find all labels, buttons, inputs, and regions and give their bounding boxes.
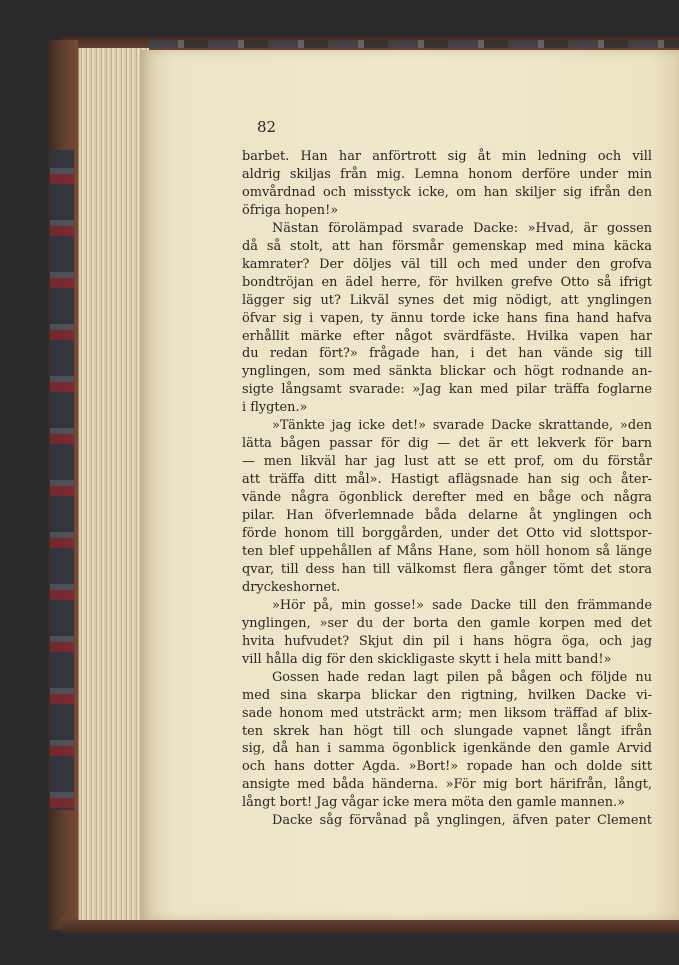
text-line: lägger sig ut? Likväl synes det mig nödigt, att ynglingen [242,292,652,308]
text-line: ynglingen, »ser du der borta den gamle korpen med det [242,615,652,631]
text-line: qvar, till dess han till välkomst flera gånger tömt det stora [242,561,652,577]
text-line: — men likväl har jag lust att se ett prof, om du förstår [242,454,652,470]
text-line: långt bort! Jag vågar icke mera möta den gamle mannen.» [242,795,625,811]
text-line: att träffa ditt mål». Hastigt aflägsnade han sig och åter- [242,472,652,488]
text-line: i flygten.» [242,400,308,416]
text-line: pilar. Han öfverlemnade båda delarne åt ynglingen och [242,508,652,524]
text-line: lätta bågen passar för dig — det är ett lekverk för barn [242,436,652,452]
text-line: vände några ögonblick derefter med en båge och några [242,490,652,506]
text-line: då så stolt, att han försmår gemenskap med mina käcka [242,238,652,254]
text-line: med sina skarpa blickar den rigtning, hvilken Dacke vi- [242,687,652,703]
text-line: kamrater? Der döljes väl till och med under den grofva [242,256,652,272]
text-line: du redan fört?» frågade han, i det han vände sig till [242,346,652,362]
text-line: »Tänkte jag icke det!» svarade Dacke skrattande, »den [272,418,652,434]
book-cover-marbled-pattern [50,150,74,810]
page-number: 82 [257,118,277,136]
text-line: erhållit märke efter något svärdfäste. Hvilka vapen har [242,328,652,344]
book-cover-bottom-edge [60,918,679,934]
text-line: ten skrek han högt till och slungade vapnet långt ifrån [242,723,652,739]
text-line: aldrig skiljas från mig. Lemna honom derföre under min [242,166,652,182]
page-top-border [148,40,679,48]
text-line: och hans dotter Agda. »Bort!» ropade han och dolde sitt [242,759,652,775]
text-line: Nästan förolämpad svarade Dacke: »Hvad, är gossen [272,220,652,236]
text-line: öfvar sig i vapen, ty ännu torde icke hans fina hand hafva [242,310,652,326]
text-line: ten blef uppehållen af Måns Hane, som höll honom så länge [242,543,652,559]
text-line: bondtröjan en ädel herre, för hvilken grefve Otto så ifrigt [242,274,652,290]
text-line: »Hör på, min gosse!» sade Dacke till den främmande [272,597,652,613]
page-body-text [242,148,652,830]
text-line: dryckeshornet. [242,579,341,595]
text-line: omvårdnad och misstyck icke, om han skiljer sig ifrån den [242,184,652,200]
text-line: sade honom med utsträckt arm; men liksom träffad af blix- [242,705,652,721]
text-line: sigte långsamt svarade: »Jag kan med pilar träffa foglarne [242,382,652,398]
text-line: ynglingen, som med sänkta blickar och högt rodnande an- [242,364,652,380]
text-line: hvita hufvudet? Skjut din pil i hans högra öga, och jag [242,633,652,649]
text-line: Dacke såg förvånad på ynglingen, äfven pater Clement [272,813,652,829]
text-line: vill hålla dig för den skickligaste skytt i hela mitt band!» [242,651,612,667]
text-line: barbet. Han har anförtrott sig åt min ledning och vill [242,149,652,164]
text-line: Gossen hade redan lagt pilen på bågen och följde nu [272,669,652,685]
stacked-page-edges [78,48,149,920]
text-line: öfriga hopen!» [242,202,339,218]
text-line: ansigte med båda händerna. »För mig bort härifrån, långt, [242,777,652,793]
text-line: förde honom till borggården, under det Otto vid slottspor- [242,526,652,542]
text-line: sig, då han i samma ögonblick igenkände den gamle Arvid [242,741,652,757]
